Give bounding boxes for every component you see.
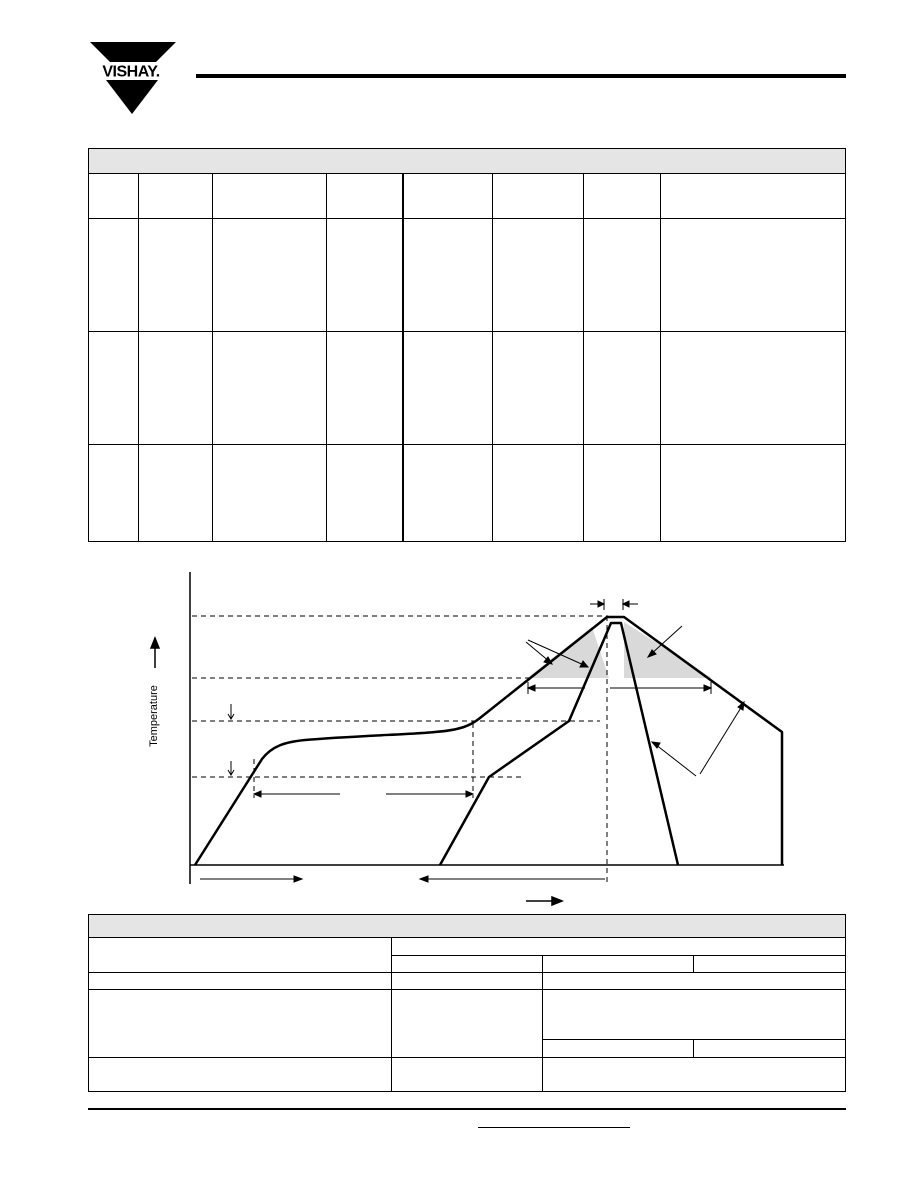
column-divider [402,173,404,541]
y-axis-label: Temperature [148,685,160,747]
column-divider [542,955,543,1091]
footer-link-underline[interactable] [478,1127,630,1128]
peak-time-arrows [590,599,638,610]
soak-dimension-arrows [254,791,473,797]
profile-curve-outer [195,617,782,865]
header-rule [196,74,846,78]
header-row-divider [89,218,845,219]
bottom-dimension-arrows [200,876,605,882]
reference-lines [192,616,608,884]
temperature-profile-chart [140,566,800,910]
row-divider [89,444,845,445]
column-divider [693,955,694,972]
table-title-bar [89,915,845,938]
column-divider [326,173,327,541]
marker-ticks [228,704,234,775]
logo-text: VISHAY. [102,63,160,81]
column-divider [660,173,661,541]
column-divider [492,173,493,541]
table-title-bar [89,149,845,174]
column-divider [138,173,139,541]
column-divider [693,1039,694,1057]
upper-dimension-arrows [528,682,711,694]
subheader-divider [392,955,845,956]
column-divider [391,937,392,1091]
row-divider [89,1057,845,1058]
row-divider [89,989,845,990]
row-divider [89,972,845,973]
specification-table [88,148,846,542]
process-table [88,914,846,1092]
vishay-logo [84,40,178,116]
x-axis-arrow [526,897,562,905]
column-divider [583,173,584,541]
footer-rule [88,1108,846,1110]
row-divider [89,331,845,332]
column-divider [212,173,213,541]
y-axis-arrow [151,638,159,668]
